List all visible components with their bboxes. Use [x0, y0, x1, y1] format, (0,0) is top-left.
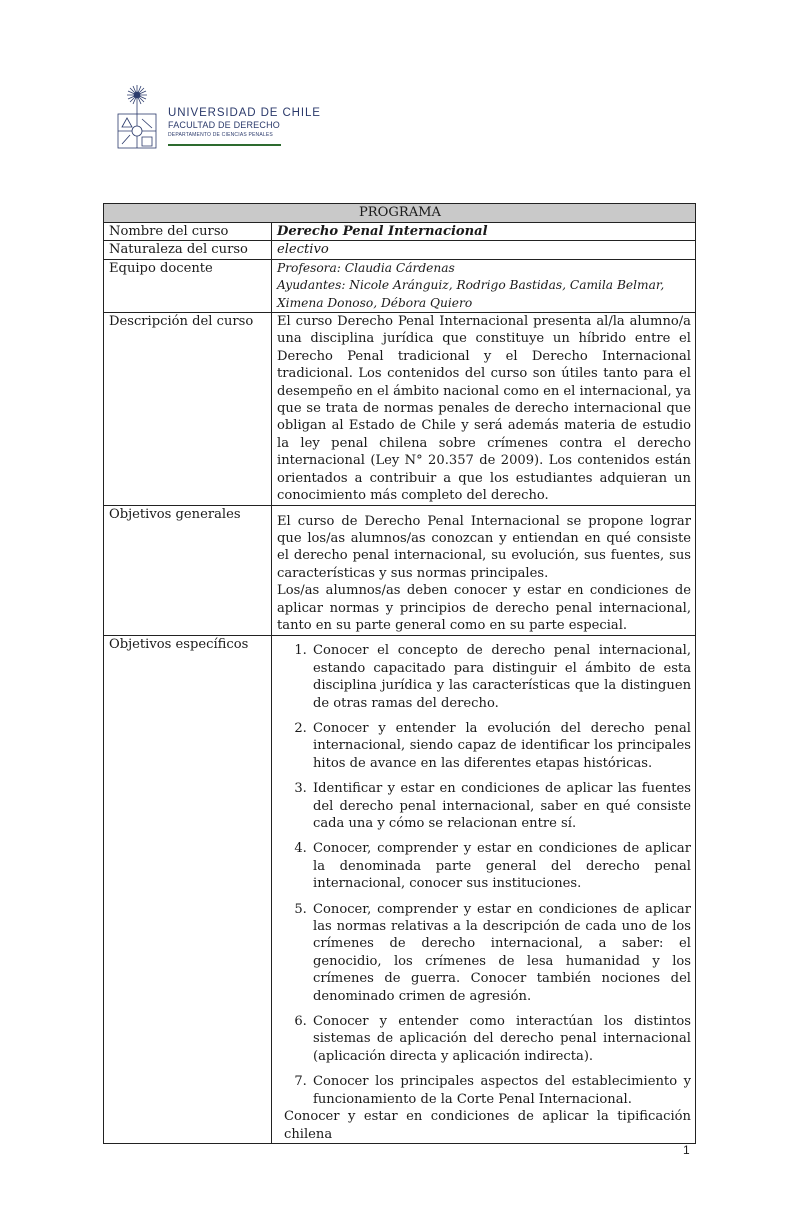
table-row-nombre	[104, 223, 696, 241]
table-title: PROGRAMA	[104, 204, 696, 223]
table-row-descripcion	[104, 313, 696, 505]
list-item: 1. Conocer el concepto de derecho penal internacional, estando capacitado para distinguir el ámbito de esta disciplina jurídica y las características que la distinguen de otras ramas del derecho.	[311, 642, 691, 712]
row-label: Nombre del curso	[104, 223, 272, 241]
table-row-especificos	[104, 636, 696, 1144]
assistants-line-1: Ayudantes: Nicole Aránguiz, Rodrigo Bastidas, Camila Belmar,	[277, 278, 665, 293]
university-crest-icon	[112, 84, 162, 150]
course-description: El curso Derecho Penal Internacional presenta al/la alumno/a una disciplina jurídica que constituye un híbrido entre el Derecho Penal tradicional y el Derecho Internacional tradicional. Los contenidos del curso son útiles tanto para el desempeño en el ámbito nacional como en el internacional, ya que se trata de normas penales de derecho internacional que obligan al Estado de Chile y será además materia de estudio la ley penal chilena sobre crímenes contra el derecho internacional (Ley N° 20.357 de 2009). Los contenidos están orientados a contribuir a que los estudiantes adquieran un conocimiento más completo del derecho.	[272, 313, 696, 505]
row-label: Descripción del curso	[104, 313, 272, 505]
row-label: Objetivos específicos	[104, 636, 272, 1144]
course-nature: electivo	[272, 241, 696, 259]
logo-text	[168, 107, 321, 139]
list-item: 4. Conocer, comprender y estar en condiciones de aplicar la denominada parte general del derecho penal internacional, conocer sus instituciones.	[311, 840, 691, 892]
specific-objectives-tail: Conocer y estar en condiciones de aplicar la tipificación chilena	[284, 1109, 691, 1142]
table-header-row	[104, 204, 696, 223]
course-name: Derecho Penal Internacional	[272, 223, 696, 241]
university-name: UNIVERSIDAD DE CHILE	[168, 107, 321, 119]
page-number: 1	[683, 1143, 690, 1157]
row-label: Objetivos generales	[104, 505, 272, 636]
list-item: 3. Identificar y estar en condiciones de aplicar las fuentes del derecho penal internacional, saber en qué consiste cada una y cómo se relacionan entre sí.	[311, 780, 691, 832]
program-table	[103, 203, 696, 1144]
logo-accent-bar	[168, 144, 281, 146]
table-row-naturaleza	[104, 241, 696, 259]
faculty-name: FACULTAD DE DERECHO	[168, 120, 280, 130]
table-row-generales	[104, 505, 696, 636]
teaching-team	[272, 259, 696, 312]
specific-objectives-list	[277, 642, 691, 1108]
specific-objectives	[272, 636, 696, 1144]
professor: Profesora: Claudia Cárdenas	[277, 260, 455, 275]
department-name: DEPARTAMENTO DE CIENCIAS PENALES	[168, 132, 273, 138]
general-objectives	[272, 505, 696, 636]
list-item: 2. Conocer y entender la evolución del derecho penal internacional, siendo capaz de identificar los principales hitos de avance en las diferentes etapas históricas.	[311, 720, 691, 772]
list-item: 5. Conocer, comprender y estar en condiciones de aplicar las normas relativas a la descripción de cada uno de los crímenes de derecho internacional, a saber: el genocidio, los crímenes de lesa humanidad y los crímenes de guerra. Conocer también nociones del denominado crimen de agresión.	[311, 901, 691, 1005]
assistants-line-2: Ximena Donoso, Débora Quiero	[277, 295, 473, 310]
general-objectives-p2: Los/as alumnos/as deben conocer y estar en condiciones de aplicar normas y principios de derecho penal internacional, tanto en su parte general como en su parte especial.	[277, 583, 691, 633]
row-label: Naturaleza del curso	[104, 241, 272, 259]
general-objectives-p1: El curso de Derecho Penal Internacional se propone lograr que los/as alumnos/as conozcan y entiendan en qué consiste el derecho penal internacional, su evolución, sus fuentes, sus características y sus normas principales.	[277, 513, 691, 581]
row-label: Equipo docente	[104, 259, 272, 312]
list-item: 6. Conocer y entender como interactúan los distintos sistemas de aplicación del derecho penal internacional (aplicación directa y aplicación indirecta).	[311, 1013, 691, 1065]
university-logo	[112, 84, 321, 150]
list-item: 7. Conocer los principales aspectos del establecimiento y funcionamiento de la Corte Penal Internacional.	[311, 1073, 691, 1108]
table-row-equipo	[104, 259, 696, 312]
